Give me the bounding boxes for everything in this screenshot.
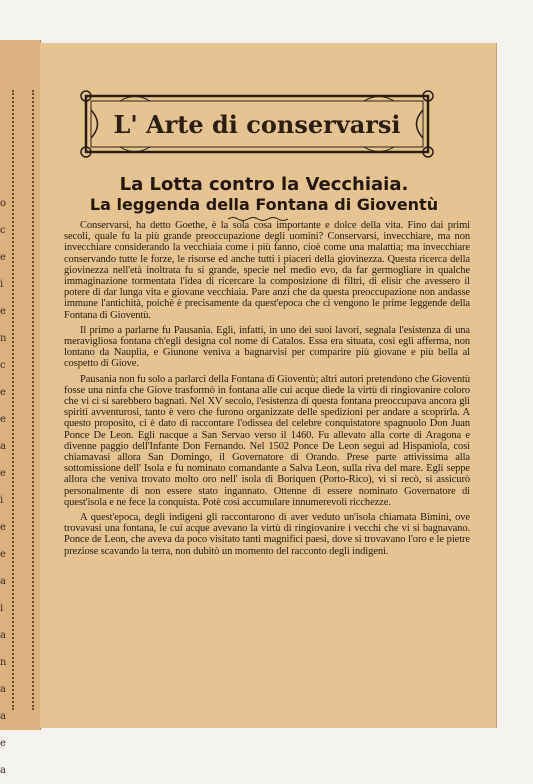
char: a xyxy=(0,765,6,776)
char: e xyxy=(0,252,6,263)
paragraph: Conservarsi, ha detto Goethe, è la sola cosa importante e dolce della vita. Fino dai primi secoli, quale fu la più grande preoccupazione degli uomini? Conservarsi, invecchiare, ma non invecchiare considerando la vecchiaia come i più fanno, cioè come una malattia; ma invecchiare conservando tutte le forze, le risorse ed anche tutti i piaceri della giovinezza. Questa ricerca della giovinezza nell'età inoltrata fu sì grande, specie nel medio evo, da far germogliare in qualche immaginazione tormentata l'idea di ricercare la composizione di filtri, di elisir che avessero il potere di dar lunga vita e giovane vecchiaia. Pare anzi che da questa preoccupazione non andasse immune l'antichità, poichè è precisamente da quest'epoca che ci vengono le prime leggende della Fontana di Gioventù. xyxy=(64,220,470,321)
title-frame xyxy=(80,90,434,158)
article-subheading: La leggenda della Fontana di Gioventù xyxy=(89,195,439,214)
char: e xyxy=(0,522,6,533)
char: o xyxy=(0,198,7,209)
article-heading: La Lotta contro la Vecchiaia. xyxy=(119,174,409,195)
char: a xyxy=(0,576,6,587)
article-body xyxy=(64,220,470,561)
char: a xyxy=(0,684,6,695)
char: i xyxy=(0,603,4,614)
char: i xyxy=(0,495,4,506)
ornamental-border xyxy=(12,90,34,710)
document-page xyxy=(40,43,497,728)
paragraph: Pausania non fu solo a parlarci della Fontana di Gioventù; altri autori pretendono che Gioventù fosse una ninfa che Giove trasformò in fontana alle cui acque diede la virtù di ringiovanire coloro che vi ci si sarebbero bagnati. Nel XV secolo, l'esistenza di questa fontana preoccupava ancora gli spiriti avventurosi, tanto è vero che furono organizzate delle spedizioni per andare a scoprirla. A questo proposito, ci è dato di raccontare l'odissea del celebre conquistatore spagnuolo Don Juan Ponce De Leon. Egli nacque a San Servao verso il 1460. Fu allevato alla corte di Aragona e divenne paggio dell'Infante Don Fernando. Nel 1502 Ponce De Leon seguì ad Hispaniola, così chiamavasi allora San Domingo, il Governatore di Orando. Prese parte attivissima alla sottomissione dell' Isola e fu nominato comandante a Salva Leon, sulla riva del mare. Egli seppe allora che veniva trovato molto oro nell' isola di Boriquen (Porto-Rico), vi si recò, si assicurò personalmente di non essere stato ingannato. Ottenne di essere nominato Governatore di quest'isola e ne fece la conquista. Potè così accumulare innumerevoli ricchezze. xyxy=(64,373,470,508)
char: i xyxy=(0,279,4,290)
paragraph: A quest'epoca, degli indigeni gli raccontarono di aver veduto un'isola chiamata Bimini, ove trovavasi una fontana, le cui acque avevano la virtù di ringiovanire i vecchi che vi si bagnavano. Ponce de Leon, che aveva da poco visitato tanti magnifici paesi, dove si trovavano l'oro e le pietre preziose scavando la terra, non dubitò un momento del racconto degli indigeni. xyxy=(64,512,470,557)
facing-page-edge xyxy=(0,40,41,776)
article-series-title: L' Arte di conservarsi xyxy=(113,109,401,139)
paragraph: Il primo a parlarne fu Pausania. Egli, infatti, in uno dei suoi lavori, segnala l'esistenza di una meravigliosa fontana ch'egli designa col nome di Catalos. Essa era situata, così egli afferma, non lontano da Nauplia, e Giunone veniva a bagnarvisi per comparire più giovane e più bella al cospetto di Giove. xyxy=(64,324,470,370)
facing-page-text xyxy=(0,190,10,784)
char: e xyxy=(0,414,6,425)
char: c xyxy=(0,225,6,236)
char: c xyxy=(0,360,6,371)
char: e xyxy=(0,468,6,479)
char: a xyxy=(0,630,6,641)
char: n xyxy=(0,333,7,344)
char: a xyxy=(0,441,6,452)
char: n xyxy=(0,657,7,668)
char: e xyxy=(0,549,6,560)
char: a xyxy=(0,711,6,722)
char: e xyxy=(0,306,6,317)
char: e xyxy=(0,738,6,749)
char: e xyxy=(0,387,6,398)
